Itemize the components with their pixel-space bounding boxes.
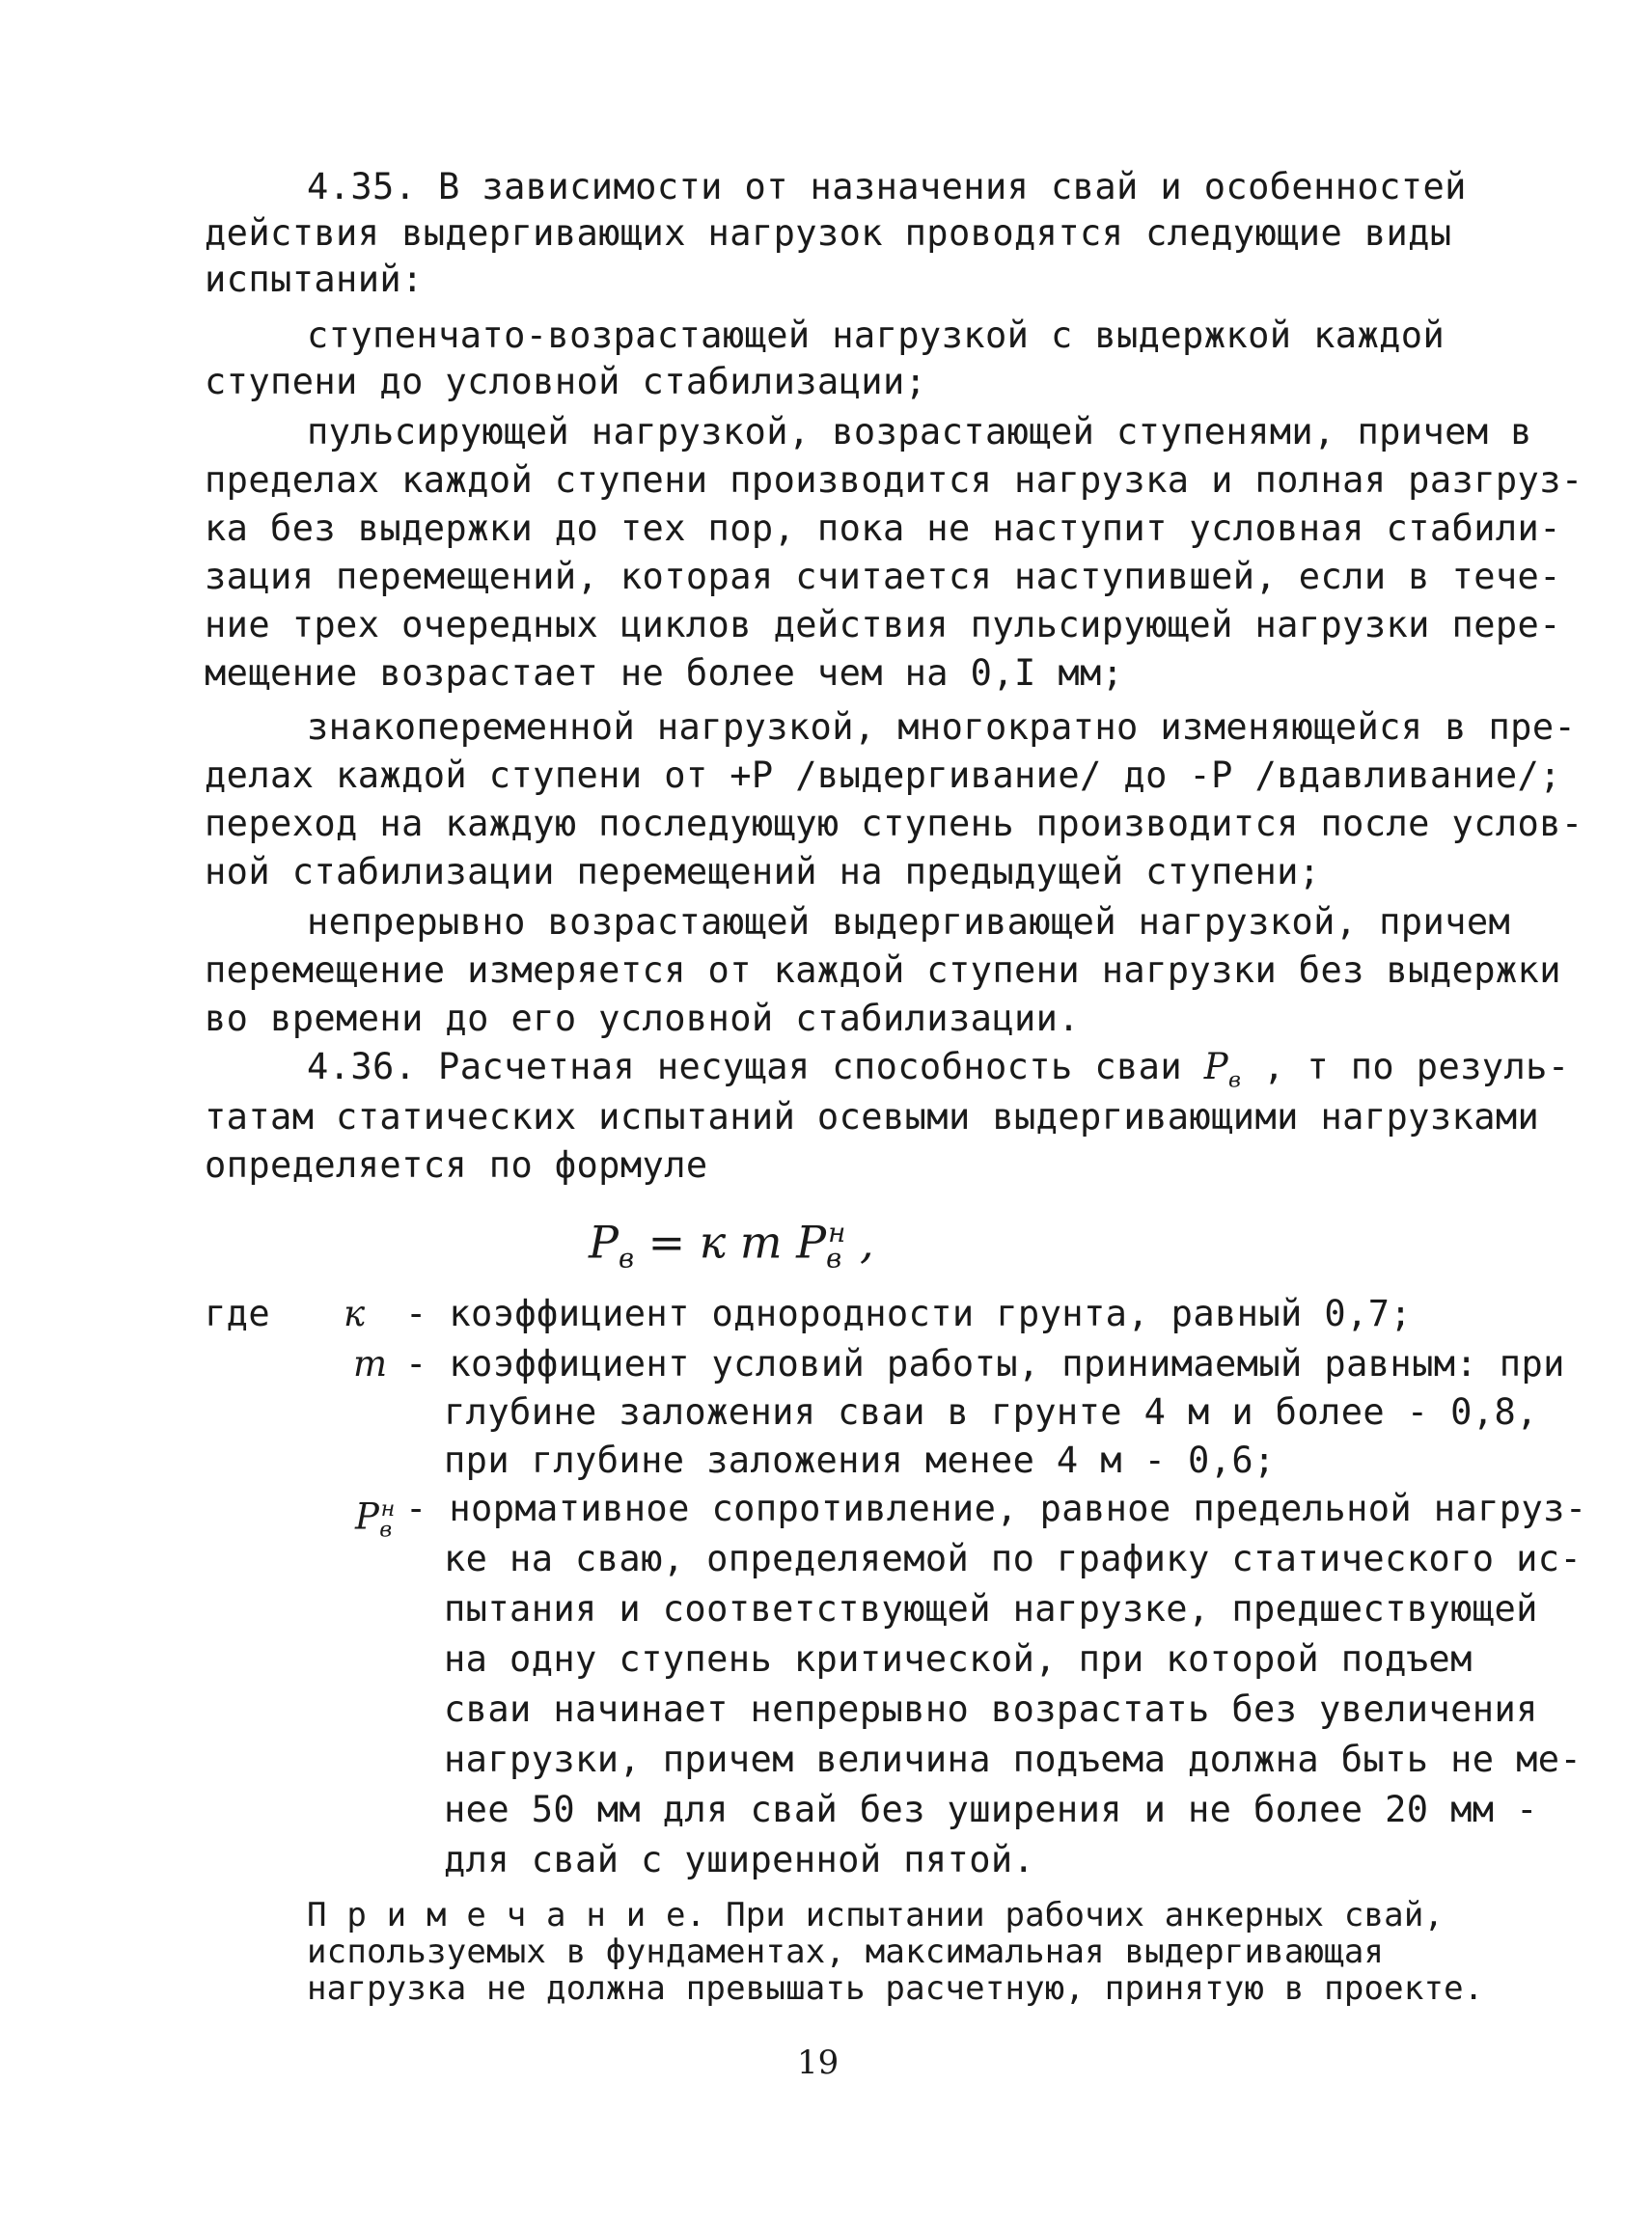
- method-3-line-3: переход на каждую последующую ступень производится после услов-: [205, 803, 1583, 844]
- m-symbol: m: [353, 1343, 388, 1385]
- note-line-2: используемых в фундаментах, максимальная выдергивающая: [307, 1933, 1385, 1971]
- method-4-line-2: перемещение измеряется от каждой ступени нагрузки без выдержки: [205, 949, 1561, 991]
- method-4-line-3: во времени до его условной стабилизации.: [205, 998, 1081, 1039]
- section-435-line-3: испытаний:: [205, 259, 424, 300]
- method-4-line-1: непрерывно возрастающей выдергивающей нагрузкой, причем: [307, 901, 1511, 943]
- where-label: где: [205, 1293, 271, 1334]
- method-3-line-4: ной стабилизации перемещений на предыдущей ступени;: [205, 851, 1321, 892]
- pvn-definition-line-2: ке на сваю, определяемой по графику статического ис-: [444, 1538, 1583, 1579]
- method-3-line-2: делах каждой ступени от +Р /выдергивание/ до -Р /вдавливание/;: [205, 754, 1561, 796]
- k-symbol: к: [344, 1293, 366, 1334]
- k-definition: - коэффициент однородности грунта, равный 0,7;: [405, 1293, 1413, 1334]
- method-2-line-5: ние трех очередных циклов действия пульсирующей нагрузки пере-: [205, 604, 1561, 645]
- section-436-line-2: татам статических испытаний осевыми выдергивающими нагрузками: [205, 1096, 1540, 1138]
- section-435-line-1: 4.35. В зависимости от назначения свай и особенностей: [307, 166, 1467, 207]
- note-line-3: нагрузка не должна превышать расчетную, принятую в проекте.: [307, 1969, 1484, 2008]
- note-line-1: [307, 1897, 1444, 1934]
- pvn-definition-line-3: пытания и соответствующей нагрузке, предшествующей: [444, 1588, 1538, 1630]
- method-2-line-3: ка без выдержки до тех пор, пока не наступит условная стабили-: [205, 507, 1561, 549]
- method-2-line-1: пульсирующей нагрузкой, возрастающей ступенями, причем в: [307, 411, 1532, 453]
- method-1-line-2: ступени до условной стабилизации;: [205, 361, 927, 402]
- pvn-definition-line-4: на одну ступень критической, при которой подъем: [444, 1638, 1473, 1680]
- pvn-symbol: $P_в^н$: [355, 1495, 396, 1543]
- note-text-1: При испытании рабочих анкерных свай,: [726, 1896, 1445, 1934]
- note-label: П р и м е ч а н и е.: [307, 1896, 706, 1934]
- pvn-definition-line-7: нее 50 мм для свай без уширения и не более 20 мм -: [444, 1789, 1538, 1830]
- section-435-line-2: действия выдергивающих нагрузок проводятся следующие виды: [205, 212, 1452, 254]
- formula-pv: $P_в = к$ m $P_в^н$ ,: [589, 1216, 874, 1275]
- pv-symbol-inline: $P_в$: [1203, 1046, 1242, 1093]
- method-2-line-6: мещение возрастает не более чем на 0,I мм;: [205, 652, 1124, 694]
- pvn-definition-line-6: нагрузки, причем величина подъема должна быть не ме-: [444, 1739, 1583, 1780]
- pvn-definition-line-8: для свай с уширенной пятой.: [444, 1839, 1035, 1880]
- section-436-line-1-tail: , т по резуль-: [1263, 1046, 1570, 1087]
- method-2-line-4: зация перемещений, которая считается наступившей, если в тече-: [205, 556, 1561, 597]
- m-definition-line-2: глубине заложения сваи в грунте 4 м и более - 0,8,: [444, 1391, 1538, 1433]
- method-3-line-1: знакопеременной нагрузкой, многократно изменяющейся в пре-: [307, 706, 1577, 748]
- m-definition-line-3: при глубине заложения менее 4 м - 0,6;: [444, 1440, 1276, 1481]
- pvn-definition-line-5: сваи начинает непрерывно возрастать без увеличения: [444, 1688, 1538, 1730]
- section-436-line-1-text: 4.36. Расчетная несущая способность сваи: [307, 1046, 1183, 1087]
- section-436-line-3: определяется по формуле: [205, 1144, 708, 1186]
- method-1-line-1: ступенчато-возрастающей нагрузкой с выдержкой каждой: [307, 315, 1446, 356]
- method-2-line-2: пределах каждой ступени производится нагрузка и полная разгруз-: [205, 459, 1583, 501]
- page-number: 19: [797, 2044, 840, 2082]
- pvn-definition-line-1: - нормативное сопротивление, равное предельной нагруз-: [405, 1488, 1587, 1529]
- m-definition-line-1: - коэффициент условий работы, принимаемый равным: при: [405, 1343, 1565, 1385]
